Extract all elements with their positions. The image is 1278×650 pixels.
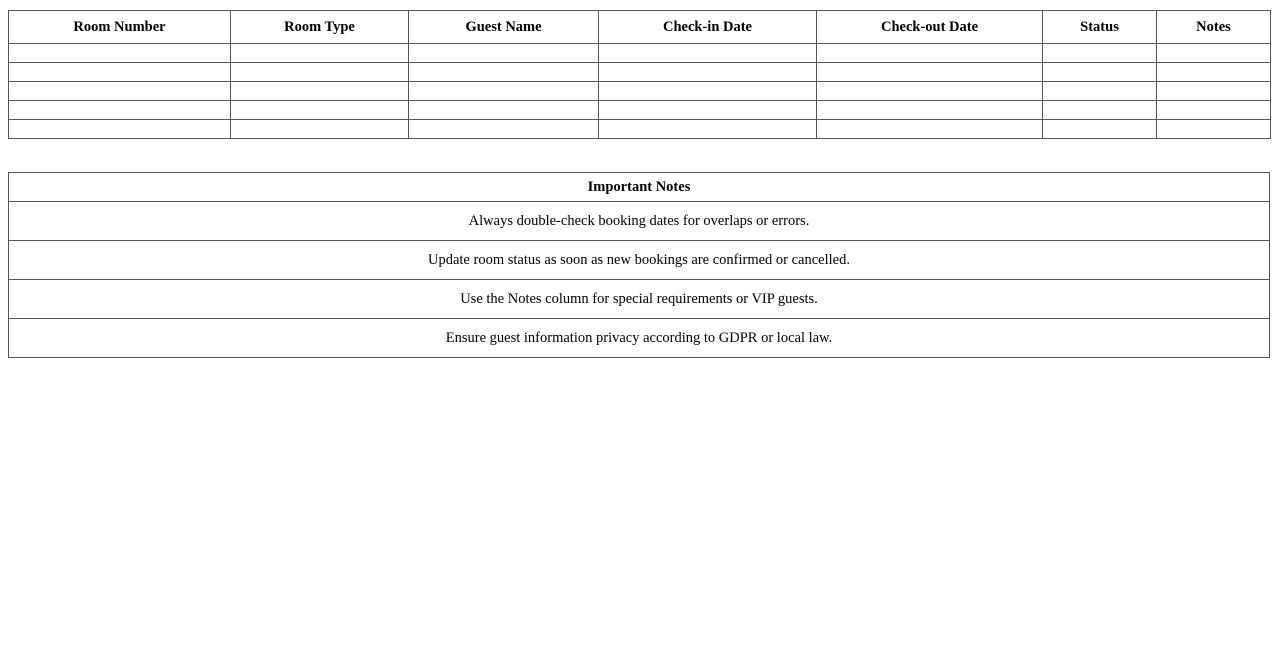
cell-check-in-date[interactable] [599, 82, 817, 101]
cell-room-number[interactable] [9, 44, 231, 63]
important-notes-table [8, 172, 1270, 358]
cell-check-in-date[interactable] [599, 101, 817, 120]
notes-header-row [9, 173, 1270, 202]
cell-guest-name[interactable] [409, 120, 599, 139]
notes-table-title: Important Notes [9, 173, 1270, 202]
cell-status[interactable] [1043, 82, 1157, 101]
column-header-room-type: Room Type [231, 11, 409, 44]
cell-check-in-date[interactable] [599, 120, 817, 139]
cell-notes[interactable] [1157, 101, 1271, 120]
column-header-check-in-date: Check-in Date [599, 11, 817, 44]
cell-room-number[interactable] [9, 82, 231, 101]
booking-table-header [9, 11, 1271, 44]
cell-room-number[interactable] [9, 101, 231, 120]
list-item [9, 319, 1270, 358]
list-item [9, 280, 1270, 319]
cell-room-number[interactable] [9, 120, 231, 139]
table-header-row [9, 11, 1271, 44]
table-row[interactable] [9, 82, 1271, 101]
table-row[interactable] [9, 101, 1271, 120]
cell-notes[interactable] [1157, 63, 1271, 82]
cell-check-out-date[interactable] [817, 82, 1043, 101]
cell-room-type[interactable] [231, 63, 409, 82]
note-text: Update room status as soon as new bookings are confirmed or cancelled. [9, 241, 1270, 280]
note-text: Always double-check booking dates for overlaps or errors. [9, 202, 1270, 241]
cell-guest-name[interactable] [409, 63, 599, 82]
column-header-room-number: Room Number [9, 11, 231, 44]
cell-notes[interactable] [1157, 120, 1271, 139]
cell-status[interactable] [1043, 44, 1157, 63]
column-header-check-out-date: Check-out Date [817, 11, 1043, 44]
cell-guest-name[interactable] [409, 44, 599, 63]
cell-guest-name[interactable] [409, 101, 599, 120]
column-header-status: Status [1043, 11, 1157, 44]
cell-notes[interactable] [1157, 82, 1271, 101]
cell-check-out-date[interactable] [817, 63, 1043, 82]
notes-table-header [9, 173, 1270, 202]
cell-check-in-date[interactable] [599, 63, 817, 82]
note-text: Ensure guest information privacy according to GDPR or local law. [9, 319, 1270, 358]
note-text: Use the Notes column for special requirements or VIP guests. [9, 280, 1270, 319]
cell-room-type[interactable] [231, 44, 409, 63]
cell-room-type[interactable] [231, 120, 409, 139]
list-item [9, 241, 1270, 280]
table-row[interactable] [9, 63, 1271, 82]
cell-status[interactable] [1043, 101, 1157, 120]
room-booking-table [8, 10, 1271, 139]
table-row[interactable] [9, 120, 1271, 139]
cell-notes[interactable] [1157, 44, 1271, 63]
cell-room-type[interactable] [231, 82, 409, 101]
notes-table-body [9, 202, 1270, 358]
cell-check-out-date[interactable] [817, 44, 1043, 63]
cell-room-type[interactable] [231, 101, 409, 120]
cell-check-in-date[interactable] [599, 44, 817, 63]
column-header-notes: Notes [1157, 11, 1271, 44]
booking-table-body [9, 44, 1271, 139]
column-header-guest-name: Guest Name [409, 11, 599, 44]
cell-guest-name[interactable] [409, 82, 599, 101]
cell-check-out-date[interactable] [817, 120, 1043, 139]
cell-check-out-date[interactable] [817, 101, 1043, 120]
table-row[interactable] [9, 44, 1271, 63]
list-item [9, 202, 1270, 241]
cell-status[interactable] [1043, 120, 1157, 139]
cell-status[interactable] [1043, 63, 1157, 82]
cell-room-number[interactable] [9, 63, 231, 82]
